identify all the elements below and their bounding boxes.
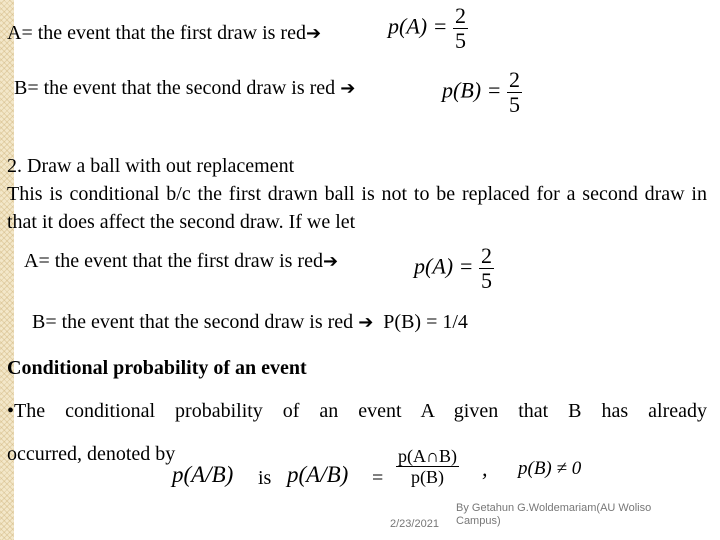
formula-comma: ,	[482, 456, 488, 481]
occurred-denoted-by: occurred, denoted by	[7, 443, 176, 465]
footer-author: By Getahun G.Woldemariam(AU Woliso Campus)	[456, 502, 652, 527]
equals-sign: =	[372, 467, 384, 489]
conditional-probability-heading: Conditional probability of an event	[7, 357, 307, 379]
conditional-fraction: $\frac{p(A\cap B)}{p(B)}$	[398, 446, 457, 487]
formula-pa-1: p(A) = $\frac{2}{5}$	[388, 3, 466, 53]
formula-condition: p(B) ≠ 0	[518, 458, 582, 479]
event-a-definition-2: A= the event that the first draw is red➔	[24, 250, 339, 272]
formula-pa-2: p(A) = $\frac{2}{5}$	[414, 243, 492, 293]
section-2-text: 2. Draw a ball with out replacement This is conditional b/c the first drawn ball is not to be replaced for a second draw in that it does affect the second draw. If we let	[7, 155, 707, 233]
arrow-right-icon: ➔	[340, 78, 356, 99]
footer-date: 2/23/2021	[390, 518, 439, 530]
conditional-probability-bullet: •The conditional probability of an event A given that B has already	[7, 400, 707, 422]
formula-p-a-given-b-2: p(A/B)	[287, 462, 349, 487]
event-b-definition-2: B= the event that the second draw is red ➔ P(B) = 1/4	[32, 311, 468, 333]
formula-p-a-given-b: p(A/B)	[172, 462, 234, 487]
is-word: is	[258, 467, 272, 489]
event-a-definition-1: A= the event that the first draw is red➔	[7, 22, 322, 44]
arrow-right-icon: ➔	[358, 312, 374, 333]
formula-pb-1: p(B) = $\frac{2}{5}$	[442, 67, 520, 117]
event-b-definition-1: B= the event that the second draw is red ➔	[14, 77, 356, 99]
pb-result: P(B) = 1/4	[383, 311, 468, 333]
arrow-right-icon: ➔	[305, 23, 322, 44]
arrow-right-icon: ➔	[322, 251, 339, 272]
